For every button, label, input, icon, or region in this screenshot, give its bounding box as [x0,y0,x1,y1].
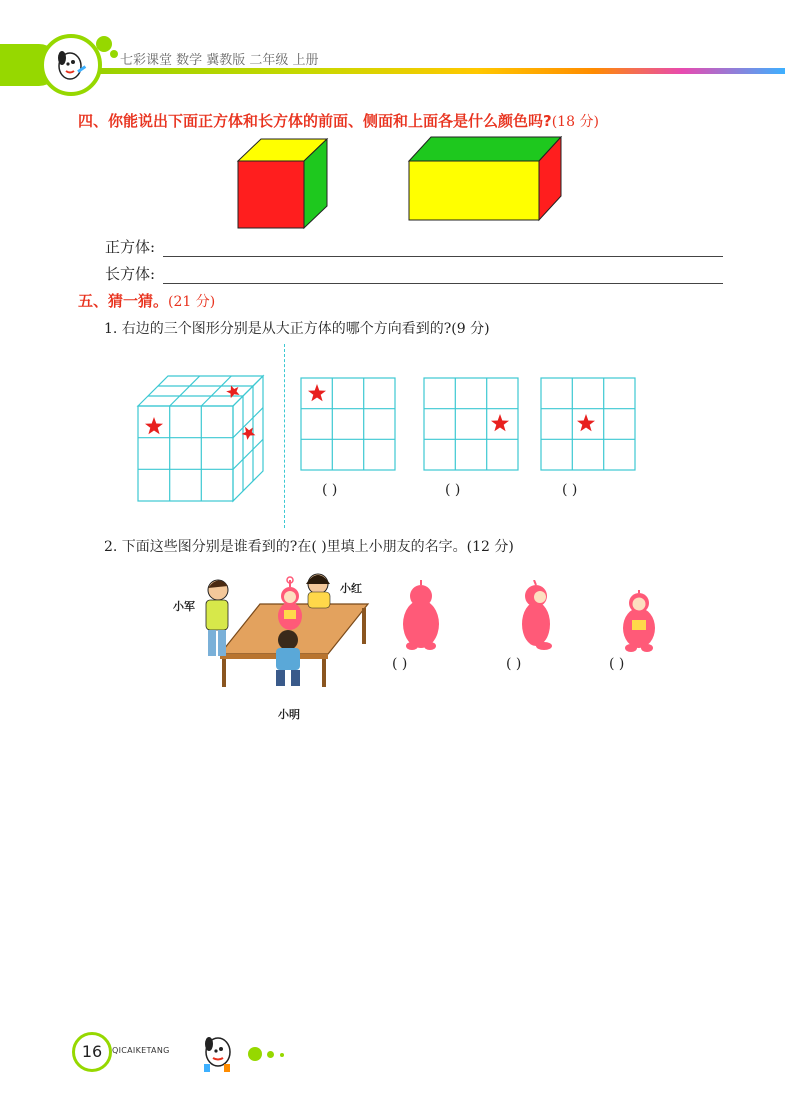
view-grid-1 [299,376,397,472]
view-grid-2 [422,376,520,472]
dashed-divider [284,344,285,528]
name-label-xiaohong: 小红 [340,582,362,595]
cuboid-answer-label: 长方体: [105,265,156,283]
star-icon [145,417,163,434]
footer-dot [248,1047,262,1061]
page-number: 16 [81,1042,103,1061]
doll-front-view [618,590,660,652]
cube-answer-label: 正方体: [105,238,156,256]
name-label-xiaojun: 小军 [173,600,195,613]
question-2-text: 2. 下面这些图分别是谁看到的?在( )里填上小朋友的名字。(12 分) [104,539,514,555]
q2-answer-blank-3[interactable]: ( ) [609,656,625,672]
answer-blank-3[interactable]: ( ) [562,482,578,498]
doll-back-view [398,580,444,652]
section5-title-text: 五、猜一猜。 [78,292,169,310]
section5-points: (21 分) [168,294,216,310]
answer-blank-2[interactable]: ( ) [445,482,461,498]
question-1-text: 1. 右边的三个图形分别是从大正方体的哪个方向看到的?(9 分) [104,321,490,337]
q2-answer-blank-2[interactable]: ( ) [506,656,522,672]
book-title: 七彩课堂 数学 冀教版 二年级 上册 [120,53,319,68]
cuboid-figure [407,136,563,224]
view-grid-3 [539,376,637,472]
cube-figure [236,138,331,230]
big-grid-cube [136,374,266,504]
star-icon [308,384,326,401]
section4-title-text: 四、你能说出下面正方体和长方体的前面、侧面和上面各是什么颜色吗? [78,112,552,130]
header-dot [110,50,118,58]
answer-blank-1[interactable]: ( ) [322,482,338,498]
cube-answer-line[interactable] [163,256,723,257]
star-icon [577,414,595,431]
footer-dot [267,1051,274,1058]
cuboid-top-face [409,137,561,161]
section4-title [78,110,599,131]
cuboid-answer-line[interactable] [163,283,723,284]
header-rainbow-bar [100,68,785,74]
footer-dot [280,1053,284,1057]
footer-brand: QICAIKETANG [112,1046,170,1055]
cuboid-front-face [409,161,539,220]
footer-mascot-icon [196,1030,242,1076]
q2-answer-blank-1[interactable]: ( ) [392,656,408,672]
header-dot [96,36,112,52]
doll-side-view [512,580,558,652]
name-label-xiaoming: 小明 [278,708,300,721]
star-icon [491,414,509,431]
cube-front-face [238,161,304,228]
section4-points: (18 分) [551,114,599,130]
section5-title [78,290,215,311]
star-icon [239,424,257,441]
mascot-icon [44,38,98,92]
header-mascot-badge [40,34,102,96]
